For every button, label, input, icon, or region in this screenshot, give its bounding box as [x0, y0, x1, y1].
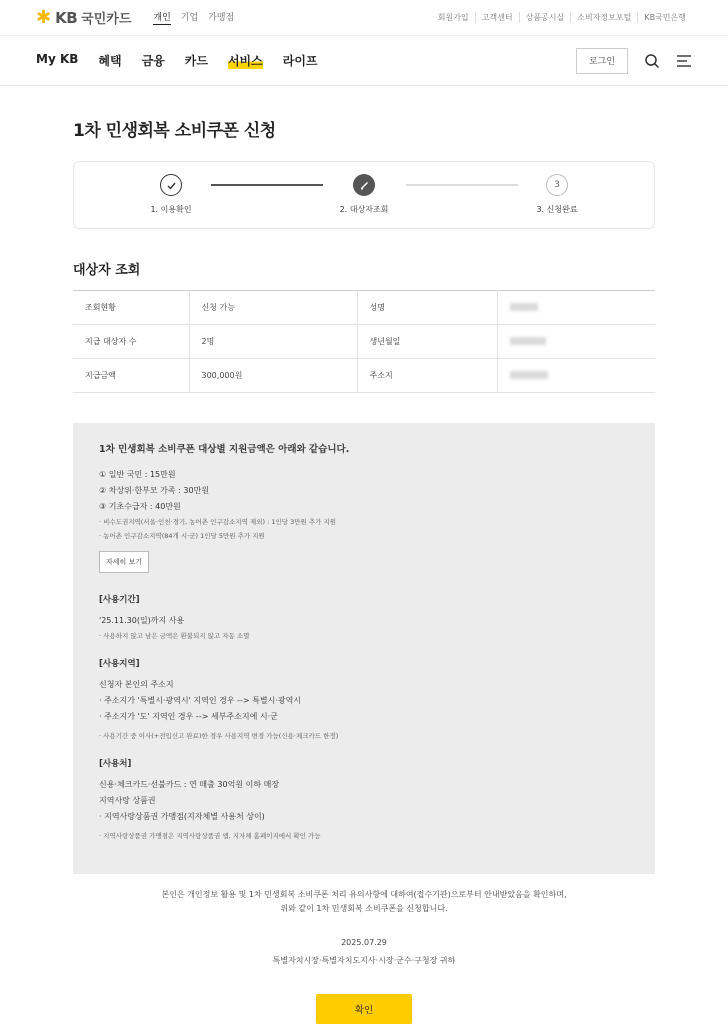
check-icon	[160, 174, 182, 196]
row-value-status: 신청 가능	[189, 291, 357, 325]
logo-kb-text: KB	[55, 8, 78, 27]
main-content	[0, 116, 728, 1024]
place-item: · 지역사랑상품권 가맹점(지자체별 사용처 상이)	[99, 812, 265, 821]
menu-icon[interactable]	[676, 53, 692, 69]
link-consumer-portal[interactable]: 소비자정보포털	[570, 12, 637, 23]
region-title: [사용지역]	[99, 659, 140, 669]
recipient-text: 특별자치시장·특별자치도지사·시장·군수·구청장 귀하	[272, 956, 456, 965]
region-lead: 신청자 본인의 주소지	[99, 680, 174, 689]
region-item: · 주소지가 '도' 지역인 경우 --> 세부주소지에 시·군	[99, 712, 278, 721]
nav-item-mykb[interactable]: My KB	[36, 52, 79, 66]
amount-item: ① 일반 국민 : 15만원	[99, 470, 176, 479]
lookup-section-title: 대상자 조회	[73, 263, 141, 278]
notice-box	[73, 423, 655, 874]
confirm-button[interactable]: 확인	[316, 994, 412, 1024]
nav-item-service[interactable]: 서비스	[227, 54, 263, 68]
link-product-disclosure[interactable]: 상품공시실	[519, 12, 571, 23]
region-item: · 주소지가 '특별시·광역시' 지역인 경우 --> 특별시·광역시	[99, 696, 302, 705]
detail-button[interactable]: 자세히 보기	[99, 551, 149, 573]
application-date: 2025.07.29	[341, 938, 387, 947]
period-note: · 사용하지 않고 남은 금액은 환불되지 않고 자동 소멸	[99, 632, 250, 640]
row-label-address: 주소지	[357, 359, 497, 393]
row-label-birth: 생년월일	[357, 325, 497, 359]
row-label-amount: 지급금액	[73, 359, 189, 393]
amount-note: · 비수도권지역(서울·인천·경기, 농어촌 인구감소지역 제외) : 1인당 3만원 추가 지원	[99, 518, 337, 526]
confirm-wrap	[73, 994, 655, 1024]
place-item: 신용·체크카드·선불카드 : 연 매출 30억원 이하 매장	[99, 780, 280, 789]
masked-birthdate	[497, 325, 655, 359]
amount-item: ② 차상위·한부모 가족 : 30만원	[99, 486, 210, 495]
nav-item-life[interactable]: 라이프	[282, 54, 318, 68]
logo-brand-name: 국민카드	[81, 12, 132, 27]
row-value-amount: 300,000원	[189, 359, 357, 393]
login-button[interactable]: 로그인	[576, 48, 628, 74]
step-3	[497, 174, 617, 215]
step-3-number: 3	[546, 174, 568, 196]
amount-note: · 농어촌 인구감소지역(84개 시·군) 1인당 5만원 추가 지원	[99, 532, 265, 540]
utility-links	[432, 12, 692, 23]
period-title: [사용기간]	[99, 595, 140, 605]
agreement-line-1: 본인은 개인정보 활용 및 1차 민생회복 소비쿠폰 처리 유의사항에 대하여(접수기관)으로부터 안내받았음을 확인하며,	[161, 890, 567, 899]
nav-item-finance[interactable]: 금융	[141, 54, 165, 68]
step-indicator	[73, 161, 655, 229]
place-title: [사용처]	[99, 759, 132, 769]
period-text: '25.11.30(일)까지 사용	[99, 616, 185, 625]
row-value-count: 2명	[189, 325, 357, 359]
segment-personal[interactable]: 개인	[153, 10, 170, 25]
amount-item: ③ 기초수급자 : 40만원	[99, 502, 181, 511]
top-utility-bar	[0, 0, 728, 36]
table-row	[73, 359, 655, 393]
link-customer-center[interactable]: 고객센터	[475, 12, 519, 23]
nav-item-card[interactable]: 카드	[184, 54, 208, 68]
table-row	[73, 325, 655, 359]
agreement-line-2: 위와 같이 1차 민생회복 소비쿠폰을 신청합니다.	[280, 904, 448, 913]
pencil-icon	[353, 174, 375, 196]
nav-right	[576, 48, 692, 74]
page-title: 1차 민생회복 소비쿠폰 신청	[73, 121, 276, 141]
step-1-label: 1. 이용확인	[150, 205, 192, 214]
search-icon[interactable]	[644, 53, 660, 69]
segment-business[interactable]: 기업	[180, 13, 199, 23]
link-signup[interactable]: 회원가입	[437, 13, 469, 22]
segment-links	[153, 10, 234, 25]
row-label-status: 조회현황	[73, 291, 189, 325]
gnb-menu	[36, 52, 318, 69]
main-navigation	[0, 36, 728, 86]
notice-lead: 1차 민생회복 소비쿠폰 대상별 지원금액은 아래와 같습니다.	[99, 444, 350, 455]
table-row	[73, 291, 655, 325]
masked-name	[497, 291, 655, 325]
masked-address	[497, 359, 655, 393]
row-label-count: 지급 대상자 수	[73, 325, 189, 359]
region-note: · 사용기간 중 이사(+전입신고 완료)한 경우 사용지역 변경 가능(신용·체크카드 한정)	[99, 732, 339, 740]
row-label-name: 성명	[357, 291, 497, 325]
step-2-label: 2. 대상자조회	[339, 205, 389, 214]
step-1	[111, 174, 231, 215]
agreement-text	[73, 888, 655, 916]
kb-logo[interactable]	[36, 8, 131, 27]
lookup-table	[73, 290, 655, 393]
kb-star-icon: ✱	[36, 6, 52, 28]
segment-merchant[interactable]: 가맹점	[208, 13, 235, 23]
place-note: · 지역사랑상품권 가맹점은 지역사랑상품권 앱, 지자체 홈페이지에서 확인 가능	[99, 832, 321, 840]
place-item: 지역사랑 상품권	[99, 796, 156, 805]
step-3-label: 3. 신청완료	[536, 205, 578, 214]
nav-item-benefits[interactable]: 혜택	[98, 54, 122, 68]
link-kb-bank[interactable]: KB국민은행	[637, 12, 692, 23]
step-2	[304, 174, 424, 215]
